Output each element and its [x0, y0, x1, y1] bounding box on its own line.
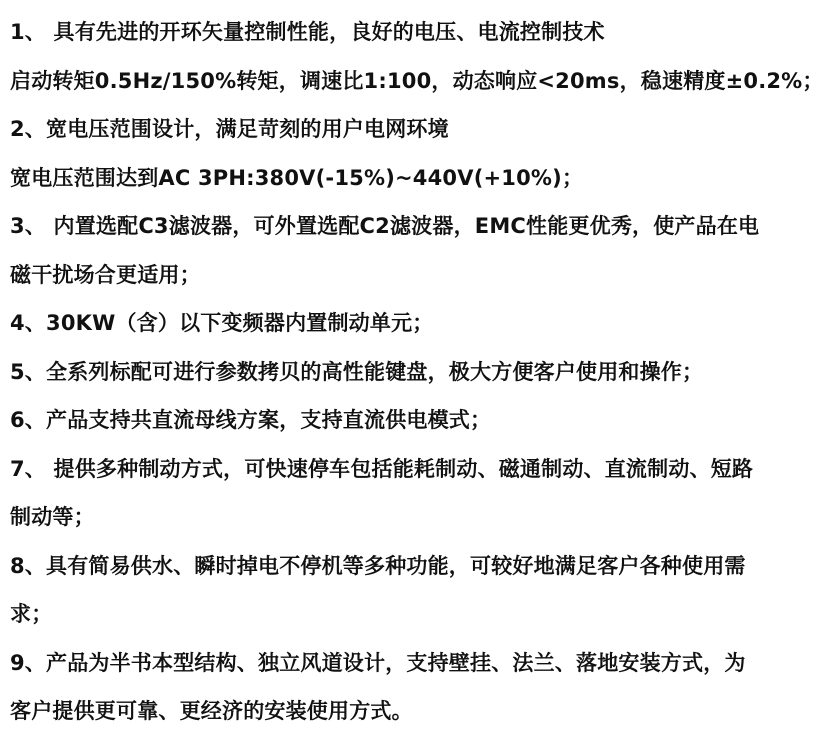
- text-line-10: 7、 提供多种制动方式，可快速停车包括能耗制动、磁通制动、直流制动、短路: [10, 456, 754, 481]
- text-line-13: 求；: [10, 602, 53, 626]
- text-line-8: 5、全系列标配可进行参数拷贝的高性能键盘，极大方便客户使用和操作；: [10, 359, 704, 384]
- text-line-11: 制动等；: [10, 505, 95, 529]
- text-line-4: 宽电压范围达到AC 3PH:380V(-15%)~440V(+10%)；: [10, 165, 584, 190]
- text-line-1: 1、 具有先进的开环矢量控制性能，良好的电压、电流控制技术: [10, 20, 605, 44]
- text-line-3: 2、宽电压范围设计，满足苛刻的用户电网环境: [10, 117, 449, 141]
- text-line-15: 客户提供更可靠、更经济的安装使用方式。: [10, 699, 413, 723]
- text-line-2: 启动转矩0.5Hz/150%转矩，调速比1:100，动态响应<20ms，稳速精度±0.2%；: [10, 68, 824, 93]
- text-line-7: 4、30KW（含）以下变频器内置制动单元；: [10, 311, 434, 335]
- text-line-14: 9、产品为半书本型结构、独立风道设计，支持壁挂、法兰、落地安装方式，为: [10, 650, 746, 675]
- text-line-5: 3、 内置选配C3滤波器，可外置选配C2滤波器，EMC性能更优秀，使产品在电: [10, 214, 760, 238]
- text-line-9: 6、产品支持共直流母线方案，支持直流供电模式；: [10, 408, 492, 432]
- text-line-6: 磁干扰场合更适用；: [10, 262, 201, 287]
- text-line-12: 8、具有简易供水、瞬时掉电不停机等多种功能，可较好地满足客户各种使用需: [10, 553, 746, 578]
